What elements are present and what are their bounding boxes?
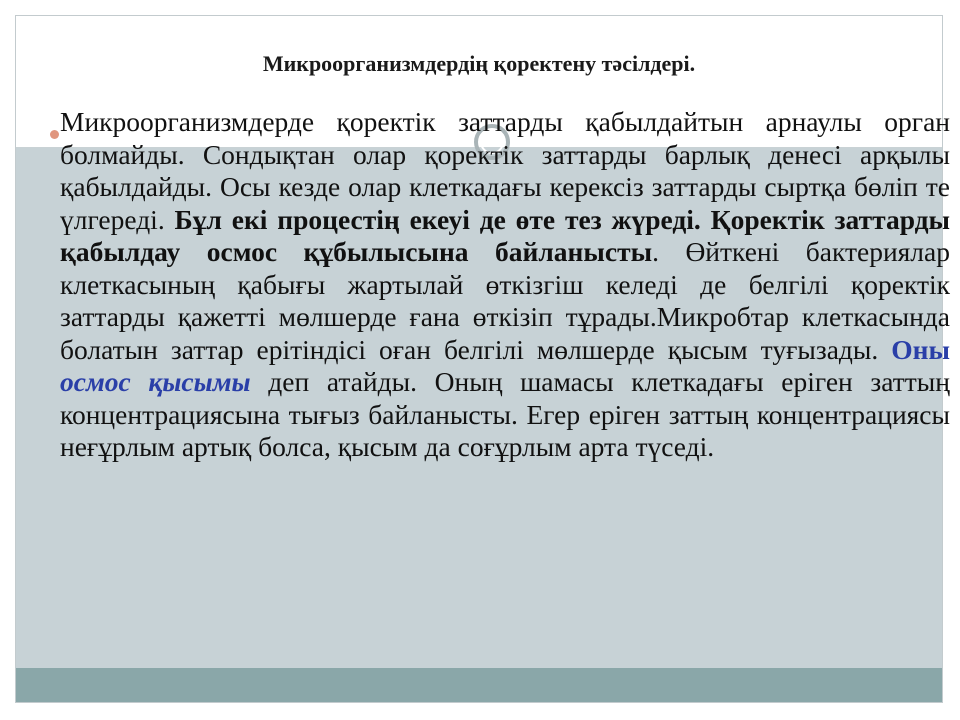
slide-body-paragraph <box>60 106 950 464</box>
paragraph-bold-sentence: Бұл екі процестің екеуі де өте тез жүреді. Қоректік заттарды қабылдау осмос құбылысына байланысты <box>60 203 951 267</box>
paragraph-after-bold: . Өйткені бактериялар клеткасының қабығы жартылай өткізгіш келеді де белгілі қоректік заттарды қажетті мөлшерде ғана өткізіп тұрады.Микробтар клеткасында болатын заттар ерітіндісі оған белгілі мөлшерде қысым туғызады. <box>60 236 950 365</box>
circle-bullet-icon <box>50 130 59 139</box>
paragraph-accent-plain: Оны <box>891 333 950 365</box>
paragraph-closing: деп атайды. Оның шамасы клеткадағы еріген заттың концентрациясына тығыз байланысты. Егер еріген заттың концентрациясы неғұрлым артық болса, қысым да соғұрлым арта түседі. <box>60 366 950 462</box>
slide-footer-band <box>16 668 942 702</box>
slide-title: Микроорганизмдердің қоректену тәсілдері. <box>262 51 696 76</box>
slide-frame <box>15 15 951 703</box>
paragraph-intro: Микроорганизмдерде қоректік заттарды қабылдайтын арнаулы орган болмайды. Сондықтан олар қоректік заттарды барлық денесі арқылы қабылдайды. Осы кезде олар клеткадағы керексіз заттарды сыртқа бөліп те үлгереді. <box>60 106 950 235</box>
paragraph-accent-term: осмос қысымы <box>60 366 251 397</box>
